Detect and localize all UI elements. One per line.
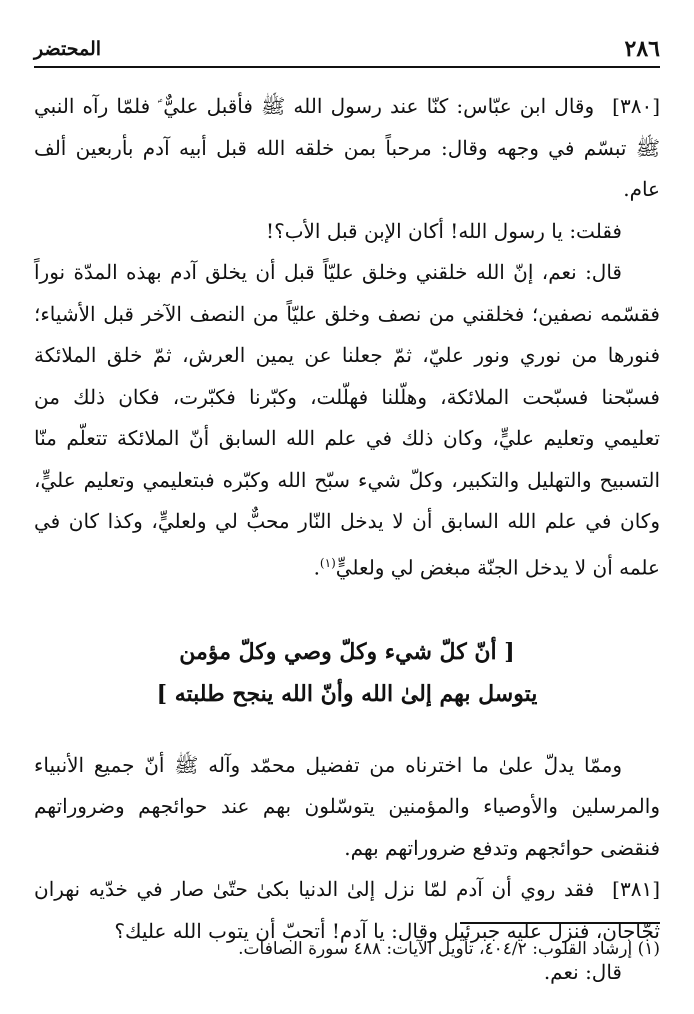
paragraph-text: قال: نعم، إنّ الله خلقني وخلق عليّاً قبل أن يخلق آدم بهذه المدّة نوراً فقسّمه نصفين؛ فخلقني من نصف وخلق عليّاً من النصف الآخر قبل الأشياء؛ فنورها من نوري ونور عليّ، ثمّ جعلنا عن يمين العرش، ثمّ خلق الملائكة فسبّحنا فسبّحت الملائكة، وهلّلنا فهلّلت، وكبّرنا فكبّرت، فكان ذلك من تعليمي وتعليم عليٍّ، وكان ذلك في علم الله السابق أنّ الملائكة تتعلّم منّا التسبيح والتهليل والتكبير، وكلّ شيء سبّح الله وكبّره فبتعليمي وتعليم عليٍّ، وكان في علم الله السابق أن لا يدخل النّار محبٌّ لي ولعليٍّ، وكذا كان في علمه أن لا يدخل الجنّة مبغض لي ولعليٍّ — [34, 260, 660, 580]
paragraph-text: وممّا يدلّ علىٰ ما اخترناه من تفضيل محمّد وآله ﷺ أنّ جميع الأنبياء والمرسلين والأوصياء والمؤمنين يتوسّلون بهم عند حوائجهم وضروراتهم فنقضى حوائجهم وتدفع ضروراتهم بهم. — [34, 752, 660, 860]
section-heading — [34, 631, 660, 715]
running-title: المحتضر — [34, 38, 102, 60]
paragraph-380 — [34, 86, 660, 211]
footnote: (١) إرشاد القلوب: ٤٠٤/٢، تأويل الآيات: ٤٨٨ سورة الصافات. — [238, 939, 660, 959]
paragraph-answer — [34, 252, 660, 589]
paragraph-text: قال: نعم. — [543, 960, 622, 985]
paragraph-question — [34, 211, 660, 253]
hadith-number: [٣٨٠] — [612, 94, 660, 118]
page-number: ٢٨٦ — [624, 36, 660, 62]
body-text — [34, 86, 660, 994]
heading-line-2: يتوسل بهم إلىٰ الله وأنّ الله ينجح طلبته ] — [156, 680, 538, 707]
footnote-reference[interactable]: (١) — [319, 555, 336, 570]
paragraph-text: وقال ابن عبّاس: كنّا عند رسول الله ﷺ فأقبل عليٌّ ؑ فلمّا رآه النبي ﷺ تبسّم في وجهه وقال: مرحباً بمن خلقه الله قبل أبيه آدم بأربعين ألف عام. — [34, 94, 660, 201]
heading-line-1: [ أنّ كلّ شيء وكلّ وصي وكلّ مؤمن — [179, 638, 515, 665]
footnote-divider — [460, 922, 660, 924]
page-header — [34, 34, 660, 68]
paragraph-text: فقد روي أن آدم لمّا نزل إلىٰ الدنيا بكىٰ حتّىٰ صار في خدّيه نهران ثجّاجان، فنزل عليه جبرئيل وقال: يا آدم! أتحبّ أن يتوب الله عليك؟ — [34, 877, 660, 943]
paragraph-intro — [34, 745, 660, 870]
paragraph-text: فقلت: يا رسول الله! أكان الإبن قبل الأب؟! — [266, 218, 622, 243]
paragraph-end: . — [313, 555, 320, 580]
hadith-number: [٣٨١] — [612, 877, 660, 902]
